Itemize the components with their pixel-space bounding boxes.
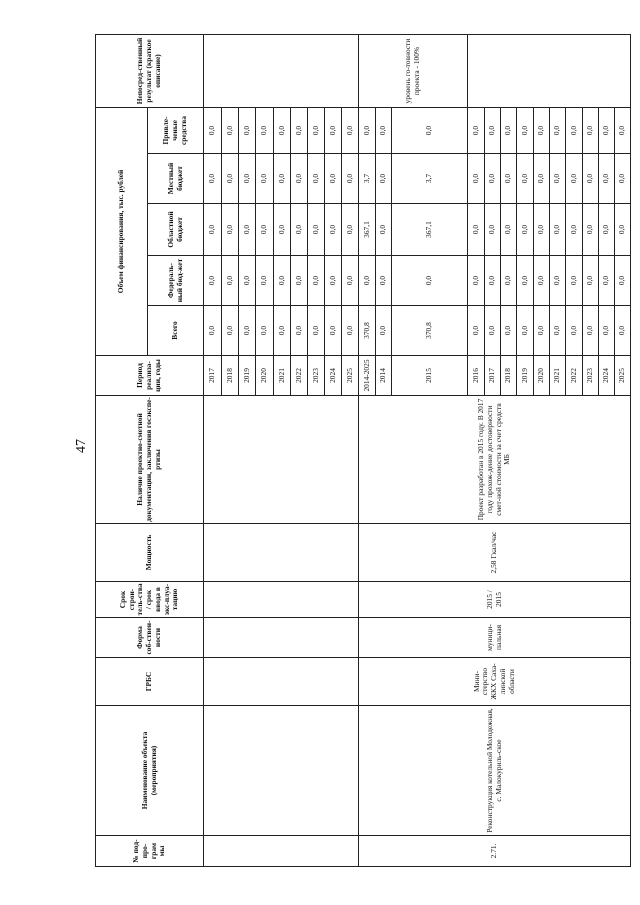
header-regional: Областной бюджет xyxy=(148,204,204,256)
other-cell: 0,0 xyxy=(359,108,376,154)
total-cell: 0,0 xyxy=(204,306,222,356)
other-cell: 0,0 xyxy=(308,108,325,154)
regional-cell: 0,0 xyxy=(599,204,615,256)
prev-term-cell xyxy=(204,582,359,618)
year-cell: 2024 xyxy=(599,356,615,396)
prev-grbs-cell xyxy=(204,658,359,706)
total-cell: 0,0 xyxy=(615,306,631,356)
total-cell: 0,0 xyxy=(342,306,359,356)
local-cell: 0,0 xyxy=(342,154,359,204)
other-cell: 0,0 xyxy=(485,108,501,154)
federal-cell: 0,0 xyxy=(583,256,599,306)
year-cell: 2018 xyxy=(501,356,517,396)
regional-cell: 0,0 xyxy=(256,204,274,256)
object-term-cell: 2015 / 2015 xyxy=(359,582,631,618)
header-grbs: ГРБС xyxy=(96,658,204,706)
year-cell: 2015 xyxy=(392,356,468,396)
prev-docs-cell xyxy=(204,396,359,524)
federal-cell: 0,0 xyxy=(392,256,468,306)
regional-cell: 0,0 xyxy=(342,204,359,256)
local-cell: 0,0 xyxy=(599,154,615,204)
total-cell: 0,0 xyxy=(599,306,615,356)
year-cell: 2021 xyxy=(274,356,291,396)
federal-cell: 0,0 xyxy=(325,256,342,306)
total-cell: 0,0 xyxy=(550,306,566,356)
local-cell: 0,0 xyxy=(222,154,239,204)
object-result-cell: уровень го-товности проекта - 100% xyxy=(359,35,468,108)
year-cell: 2014 xyxy=(376,356,392,396)
other-cell: 0,0 xyxy=(342,108,359,154)
header-period: Период реализа-ции, годы xyxy=(96,356,204,396)
other-cell: 0,0 xyxy=(222,108,239,154)
local-cell: 0,0 xyxy=(204,154,222,204)
header-ownership: Форма соб-ствен-ности xyxy=(96,618,204,658)
object-ownership-cell: муници-пальная xyxy=(359,618,631,658)
regional-cell: 0,0 xyxy=(204,204,222,256)
federal-cell: 0,0 xyxy=(534,256,550,306)
total-cell: 0,0 xyxy=(566,306,583,356)
total-cell: 0,0 xyxy=(468,306,485,356)
total-cell: 0,0 xyxy=(222,306,239,356)
local-cell: 0,0 xyxy=(615,154,631,204)
federal-cell: 0,0 xyxy=(550,256,566,306)
header-result: Непосред-ственный результат (краткое описание) xyxy=(96,35,204,108)
local-cell: 0,0 xyxy=(534,154,550,204)
header-docs: Наличие проектно-сметной документации, заключения госэкспе-ртизы xyxy=(96,396,204,524)
prev-result-cell xyxy=(204,35,359,108)
other-cell: 0,0 xyxy=(599,108,615,154)
regional-cell: 0,0 xyxy=(501,204,517,256)
federal-cell: 0,0 xyxy=(291,256,308,306)
header-financing: Объем финансирования, тыс. рублей xyxy=(96,108,148,356)
local-cell: 0,0 xyxy=(308,154,325,204)
regional-cell: 367,1 xyxy=(392,204,468,256)
total-cell: 0,0 xyxy=(239,306,256,356)
year-cell: 2014-2025 xyxy=(359,356,376,396)
local-cell: 0,0 xyxy=(501,154,517,204)
year-cell: 2023 xyxy=(308,356,325,396)
object-name-cell: Реконструкция котельной Молодежная, с. Малокуриль-ское xyxy=(359,706,631,836)
local-cell: 0,0 xyxy=(291,154,308,204)
year-cell: 2020 xyxy=(534,356,550,396)
header-local: Местный бюджет xyxy=(148,154,204,204)
regional-cell: 0,0 xyxy=(468,204,485,256)
prev-name-cell xyxy=(204,706,359,836)
total-cell: 370,8 xyxy=(392,306,468,356)
prev-capacity-cell xyxy=(204,524,359,582)
result-empty-cell xyxy=(468,35,631,108)
year-cell: 2017 xyxy=(485,356,501,396)
object-grbs-cell: Мини-стерство ЖКХ Саха-линской области xyxy=(359,658,631,706)
object-docs-cell: Проект разработан в 2015 году. В 2017 году прохож-дение достоверности смет-ной стоимости за счет средств МБ xyxy=(359,396,631,524)
federal-cell: 0,0 xyxy=(274,256,291,306)
other-cell: 0,0 xyxy=(239,108,256,154)
local-cell: 0,0 xyxy=(239,154,256,204)
table-wrapper xyxy=(95,35,627,867)
regional-cell: 367,1 xyxy=(359,204,376,256)
other-cell: 0,0 xyxy=(204,108,222,154)
table-row xyxy=(204,35,222,867)
regional-cell: 0,0 xyxy=(376,204,392,256)
other-cell: 0,0 xyxy=(534,108,550,154)
year-cell: 2022 xyxy=(291,356,308,396)
local-cell: 0,0 xyxy=(376,154,392,204)
total-cell: 0,0 xyxy=(501,306,517,356)
header-capacity: Мощность xyxy=(96,524,204,582)
other-cell: 0,0 xyxy=(583,108,599,154)
header-name: Наименование объекта (мероприятия) xyxy=(96,706,204,836)
local-cell: 0,0 xyxy=(566,154,583,204)
regional-cell: 0,0 xyxy=(566,204,583,256)
regional-cell: 0,0 xyxy=(485,204,501,256)
local-cell: 0,0 xyxy=(325,154,342,204)
local-cell: 0,0 xyxy=(550,154,566,204)
regional-cell: 0,0 xyxy=(222,204,239,256)
total-cell: 0,0 xyxy=(256,306,274,356)
local-cell: 0,0 xyxy=(485,154,501,204)
total-cell: 0,0 xyxy=(325,306,342,356)
year-cell: 2025 xyxy=(342,356,359,396)
regional-cell: 0,0 xyxy=(291,204,308,256)
total-cell: 0,0 xyxy=(534,306,550,356)
local-cell: 0,0 xyxy=(517,154,534,204)
financing-table xyxy=(95,34,631,867)
object-num-cell: 2.71. xyxy=(359,836,631,867)
local-cell: 0,0 xyxy=(256,154,274,204)
header-num: № под-про-грам мы xyxy=(96,836,204,867)
federal-cell: 0,0 xyxy=(239,256,256,306)
local-cell: 0,0 xyxy=(274,154,291,204)
regional-cell: 0,0 xyxy=(239,204,256,256)
other-cell: 0,0 xyxy=(615,108,631,154)
year-cell: 2018 xyxy=(222,356,239,396)
table-row xyxy=(359,35,376,867)
object-capacity-cell: 2,58 Гкал/час xyxy=(359,524,631,582)
federal-cell: 0,0 xyxy=(517,256,534,306)
year-cell: 2024 xyxy=(325,356,342,396)
other-cell: 0,0 xyxy=(376,108,392,154)
federal-cell: 0,0 xyxy=(468,256,485,306)
other-cell: 0,0 xyxy=(392,108,468,154)
other-cell: 0,0 xyxy=(256,108,274,154)
year-cell: 2016 xyxy=(468,356,485,396)
federal-cell: 0,0 xyxy=(204,256,222,306)
local-cell: 0,0 xyxy=(583,154,599,204)
local-cell: 0,0 xyxy=(468,154,485,204)
federal-cell: 0,0 xyxy=(359,256,376,306)
federal-cell: 0,0 xyxy=(308,256,325,306)
federal-cell: 0,0 xyxy=(566,256,583,306)
total-cell: 0,0 xyxy=(485,306,501,356)
other-cell: 0,0 xyxy=(291,108,308,154)
federal-cell: 0,0 xyxy=(256,256,274,306)
year-cell: 2017 xyxy=(204,356,222,396)
federal-cell: 0,0 xyxy=(615,256,631,306)
prev-ownership-cell xyxy=(204,618,359,658)
other-cell: 0,0 xyxy=(325,108,342,154)
total-cell: 0,0 xyxy=(583,306,599,356)
total-cell: 0,0 xyxy=(308,306,325,356)
federal-cell: 0,0 xyxy=(599,256,615,306)
local-cell: 3,7 xyxy=(392,154,468,204)
regional-cell: 0,0 xyxy=(325,204,342,256)
year-cell: 2019 xyxy=(517,356,534,396)
regional-cell: 0,0 xyxy=(308,204,325,256)
year-cell: 2020 xyxy=(256,356,274,396)
other-cell: 0,0 xyxy=(274,108,291,154)
other-cell: 0,0 xyxy=(517,108,534,154)
other-cell: 0,0 xyxy=(501,108,517,154)
year-cell: 2021 xyxy=(550,356,566,396)
header-federal: Федераль-ный бюд-жет xyxy=(148,256,204,306)
year-cell: 2023 xyxy=(583,356,599,396)
other-cell: 0,0 xyxy=(468,108,485,154)
header-other: Привле-ченые средства xyxy=(148,108,204,154)
federal-cell: 0,0 xyxy=(485,256,501,306)
header-term: Срок строи-тель-ства / срок ввода в экс-плуа-тацию xyxy=(96,582,204,618)
total-cell: 0,0 xyxy=(291,306,308,356)
federal-cell: 0,0 xyxy=(501,256,517,306)
page-number: 47 xyxy=(74,439,89,453)
rotated-page xyxy=(95,35,627,867)
header-total: Всего xyxy=(148,306,204,356)
federal-cell: 0,0 xyxy=(376,256,392,306)
other-cell: 0,0 xyxy=(550,108,566,154)
local-cell: 3,7 xyxy=(359,154,376,204)
total-cell: 0,0 xyxy=(376,306,392,356)
year-cell: 2022 xyxy=(566,356,583,396)
total-cell: 0,0 xyxy=(274,306,291,356)
regional-cell: 0,0 xyxy=(583,204,599,256)
federal-cell: 0,0 xyxy=(222,256,239,306)
regional-cell: 0,0 xyxy=(517,204,534,256)
total-cell: 370,8 xyxy=(359,306,376,356)
prev-num-cell xyxy=(204,836,359,867)
total-cell: 0,0 xyxy=(517,306,534,356)
regional-cell: 0,0 xyxy=(534,204,550,256)
regional-cell: 0,0 xyxy=(274,204,291,256)
year-cell: 2019 xyxy=(239,356,256,396)
year-cell: 2025 xyxy=(615,356,631,396)
federal-cell: 0,0 xyxy=(342,256,359,306)
other-cell: 0,0 xyxy=(566,108,583,154)
regional-cell: 0,0 xyxy=(615,204,631,256)
regional-cell: 0,0 xyxy=(550,204,566,256)
